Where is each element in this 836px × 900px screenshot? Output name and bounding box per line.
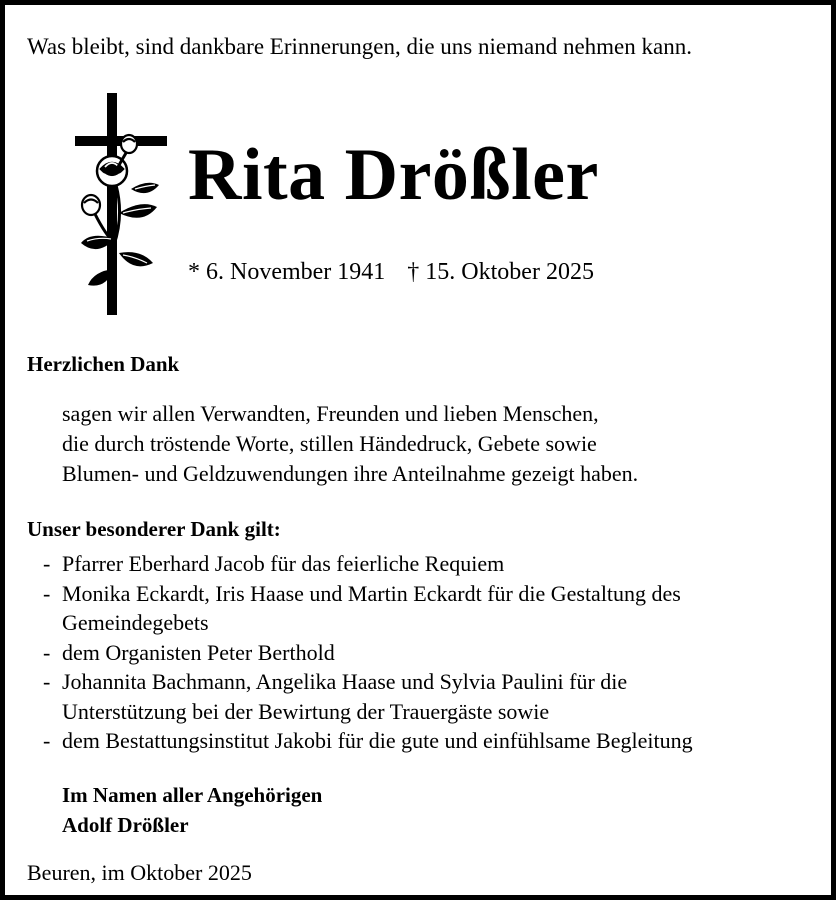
list-item-line: dem Organisten Peter Berthold: [62, 639, 335, 665]
motto-text: Was bleibt, sind dankbare Erinnerungen, die uns niemand nehmen kann.: [27, 34, 692, 59]
list-item: [27, 579, 817, 638]
cross-with-rose-icon: [71, 93, 171, 320]
life-dates: [188, 256, 594, 288]
list-bullet: -: [43, 551, 51, 576]
thanks-paragraph: [62, 399, 638, 489]
signatory-name: Adolf Drößler: [62, 813, 189, 837]
list-item: [27, 549, 817, 579]
death-date: † 15. Oktober 2025: [407, 259, 594, 285]
special-thanks-heading: Unser besonderer Dank gilt:: [27, 517, 281, 541]
place-date: Beuren, im Oktober 2025: [27, 860, 252, 885]
birth-date: * 6. November 1941: [188, 259, 386, 285]
signature-line: Im Namen aller Angehörigen: [62, 783, 323, 807]
list-item-line: dem Bestattungsinstitut Jakobi für die gute und einfühlsame Begleitung: [62, 728, 693, 753]
list-item-line: Pfarrer Eberhard Jacob für das feierliche Requiem: [62, 551, 505, 576]
thanks-line: Blumen- und Geldzuwendungen ihre Anteilnahme gezeigt haben.: [62, 461, 639, 486]
special-thanks-list: [27, 549, 817, 756]
signature-block: [62, 780, 322, 840]
deceased-name: Rita Drößler: [188, 134, 599, 216]
list-item-line: Unterstützung bei der Bewirtung der Trauergäste sowie: [62, 698, 550, 724]
thanks-line: die durch tröstende Worte, stillen Händedruck, Gebete sowie: [62, 431, 597, 456]
thanks-heading: Herzlichen Dank: [27, 352, 180, 376]
list-item-line: Gemeindegebets: [62, 610, 209, 635]
list-item: [27, 667, 817, 726]
thanks-line: sagen wir allen Verwandten, Freunden und lieben Menschen,: [62, 401, 599, 426]
list-bullet: -: [43, 669, 51, 694]
list-bullet: -: [43, 728, 51, 753]
list-item: [27, 726, 817, 756]
list-bullet: -: [43, 580, 51, 606]
list-bullet: -: [43, 639, 51, 665]
list-item: [27, 638, 817, 668]
list-item-line: Monika Eckardt, Iris Haase und Martin Eckardt für die Gestaltung des: [62, 580, 681, 606]
list-item-line: Johannita Bachmann, Angelika Haase und Sylvia Paulini für die: [62, 669, 628, 694]
